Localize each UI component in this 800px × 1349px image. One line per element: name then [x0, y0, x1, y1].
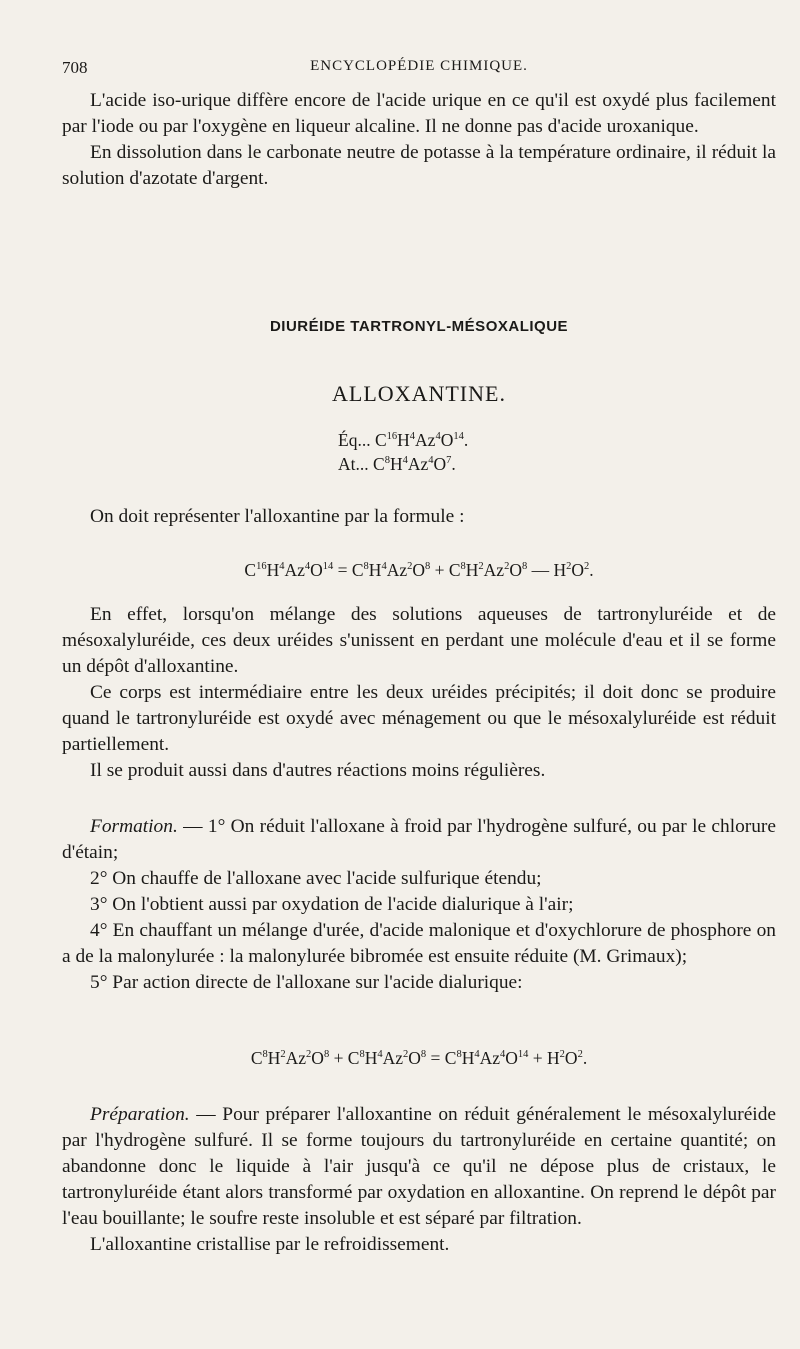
formation-item-5: 5° Par action directe de l'alloxane sur l'acide dialurique: — [90, 972, 523, 993]
paragraph-iso-urique: L'acide iso-urique diffère encore de l'acide urique en ce qu'il est oxydé plus facilement par l'iode ou par l'oxygène en liqueur alcaline. Il ne donne pas d'acide uroxanique. — [62, 90, 776, 137]
formation-label: Formation. — [90, 816, 178, 837]
preparation-paragraph: Préparation. — Pour préparer l'alloxantine on réduit généralement le mésoxalyluréide par l'hydrogène sulfuré. Il se forme toujours du tartronyluréide en certaine quantité; on abandonne donc le liquide à l'air jusqu'à ce qu'il ne dépose plus de cristaux, le tartronyluréide étant alors transformé par oxydation en alloxantine. On reprend le dépôt par l'eau bouillante; le soufre reste insoluble et est séparé par filtration. — [62, 1104, 776, 1229]
crystallisation-paragraph: L'alloxantine cristallise par le refroidissement. — [90, 1234, 450, 1255]
formation-item-4: 4° En chauffant un mélange d'urée, d'acide malonique et d'oxychlorure de phosphore on a de la malonylurée : la malonylurée bibromée est ensuite réduite (M. Grimaux); — [62, 920, 776, 967]
formation-item-2: 2° On chauffe de l'alloxane avec l'acide sulfurique étendu; — [90, 868, 542, 889]
running-title: ENCYCLOPÉDIE CHIMIQUE. — [310, 58, 528, 74]
page-number: 708 — [62, 58, 88, 77]
formula-block — [338, 428, 468, 476]
compound-title: ALLOXANTINE. — [332, 381, 506, 406]
direct-action-equation: $C^8H^2Az^2O^8 + C^8H^4Az^2O^8 = C^8H^4Az^4O^{14} + H^2O^2$. — [250, 1048, 588, 1068]
paragraph-effect: En effet, lorsqu'on mélange des solutions aqueuses de tartronyluréide et de mésoxalyluréide, ces deux uréides s'unissent en perdant une molécule d'eau et il se forme un dépôt d'alloxantine. — [62, 604, 776, 677]
formation-item-1: Formation. — 1° On réduit l'alloxane à froid par l'hydrogène sulfuré, ou par le chlorure d'étain; — [62, 816, 776, 863]
preparation-label: Préparation. — [90, 1104, 190, 1125]
paragraph-intermediate: Ce corps est intermédiaire entre les deux uréides précipités; il doit donc se produire quand le tartronyluréide est oxydé avec ménagement ou que le mésoxalyluréide est réduit partiellement. — [62, 682, 776, 755]
decomposition-equation: $C^{16}H^4Az^4O^{14} = C^8H^4Az^2O^8 + C^8H^2Az^2O^8$ — $H^2O^2$. — [244, 560, 594, 580]
preparation-section — [62, 1102, 776, 1258]
intro-text — [62, 88, 776, 192]
formation-section — [62, 814, 776, 996]
page-header — [62, 58, 776, 80]
atomic-formula: At... $C^8H^4Az^4O^7$. — [338, 454, 456, 474]
formation-item-3: 3° On l'obtient aussi par oxydation de l'acide dialurique à l'air; — [90, 894, 574, 915]
at-label: At... — [338, 454, 369, 474]
section-heading: DIURÉIDE TARTRONYL-MÉSOXALIQUE — [269, 318, 569, 335]
eq-label: Éq... — [338, 430, 371, 450]
representation-text — [62, 504, 776, 530]
equivalent-formula: Éq... $C^{16}H^4Az^4O^{14}$. — [338, 430, 469, 450]
paragraph-other-reactions: Il se produit aussi dans d'autres réactions moins régulières. — [90, 760, 546, 781]
paragraph-representation: On doit représenter l'alloxantine par la formule : — [90, 506, 465, 527]
body-text — [62, 602, 776, 784]
paragraph-dissolution: En dissolution dans le carbonate neutre de potasse à la température ordinaire, il réduit la solution d'azotate d'argent. — [62, 142, 776, 189]
